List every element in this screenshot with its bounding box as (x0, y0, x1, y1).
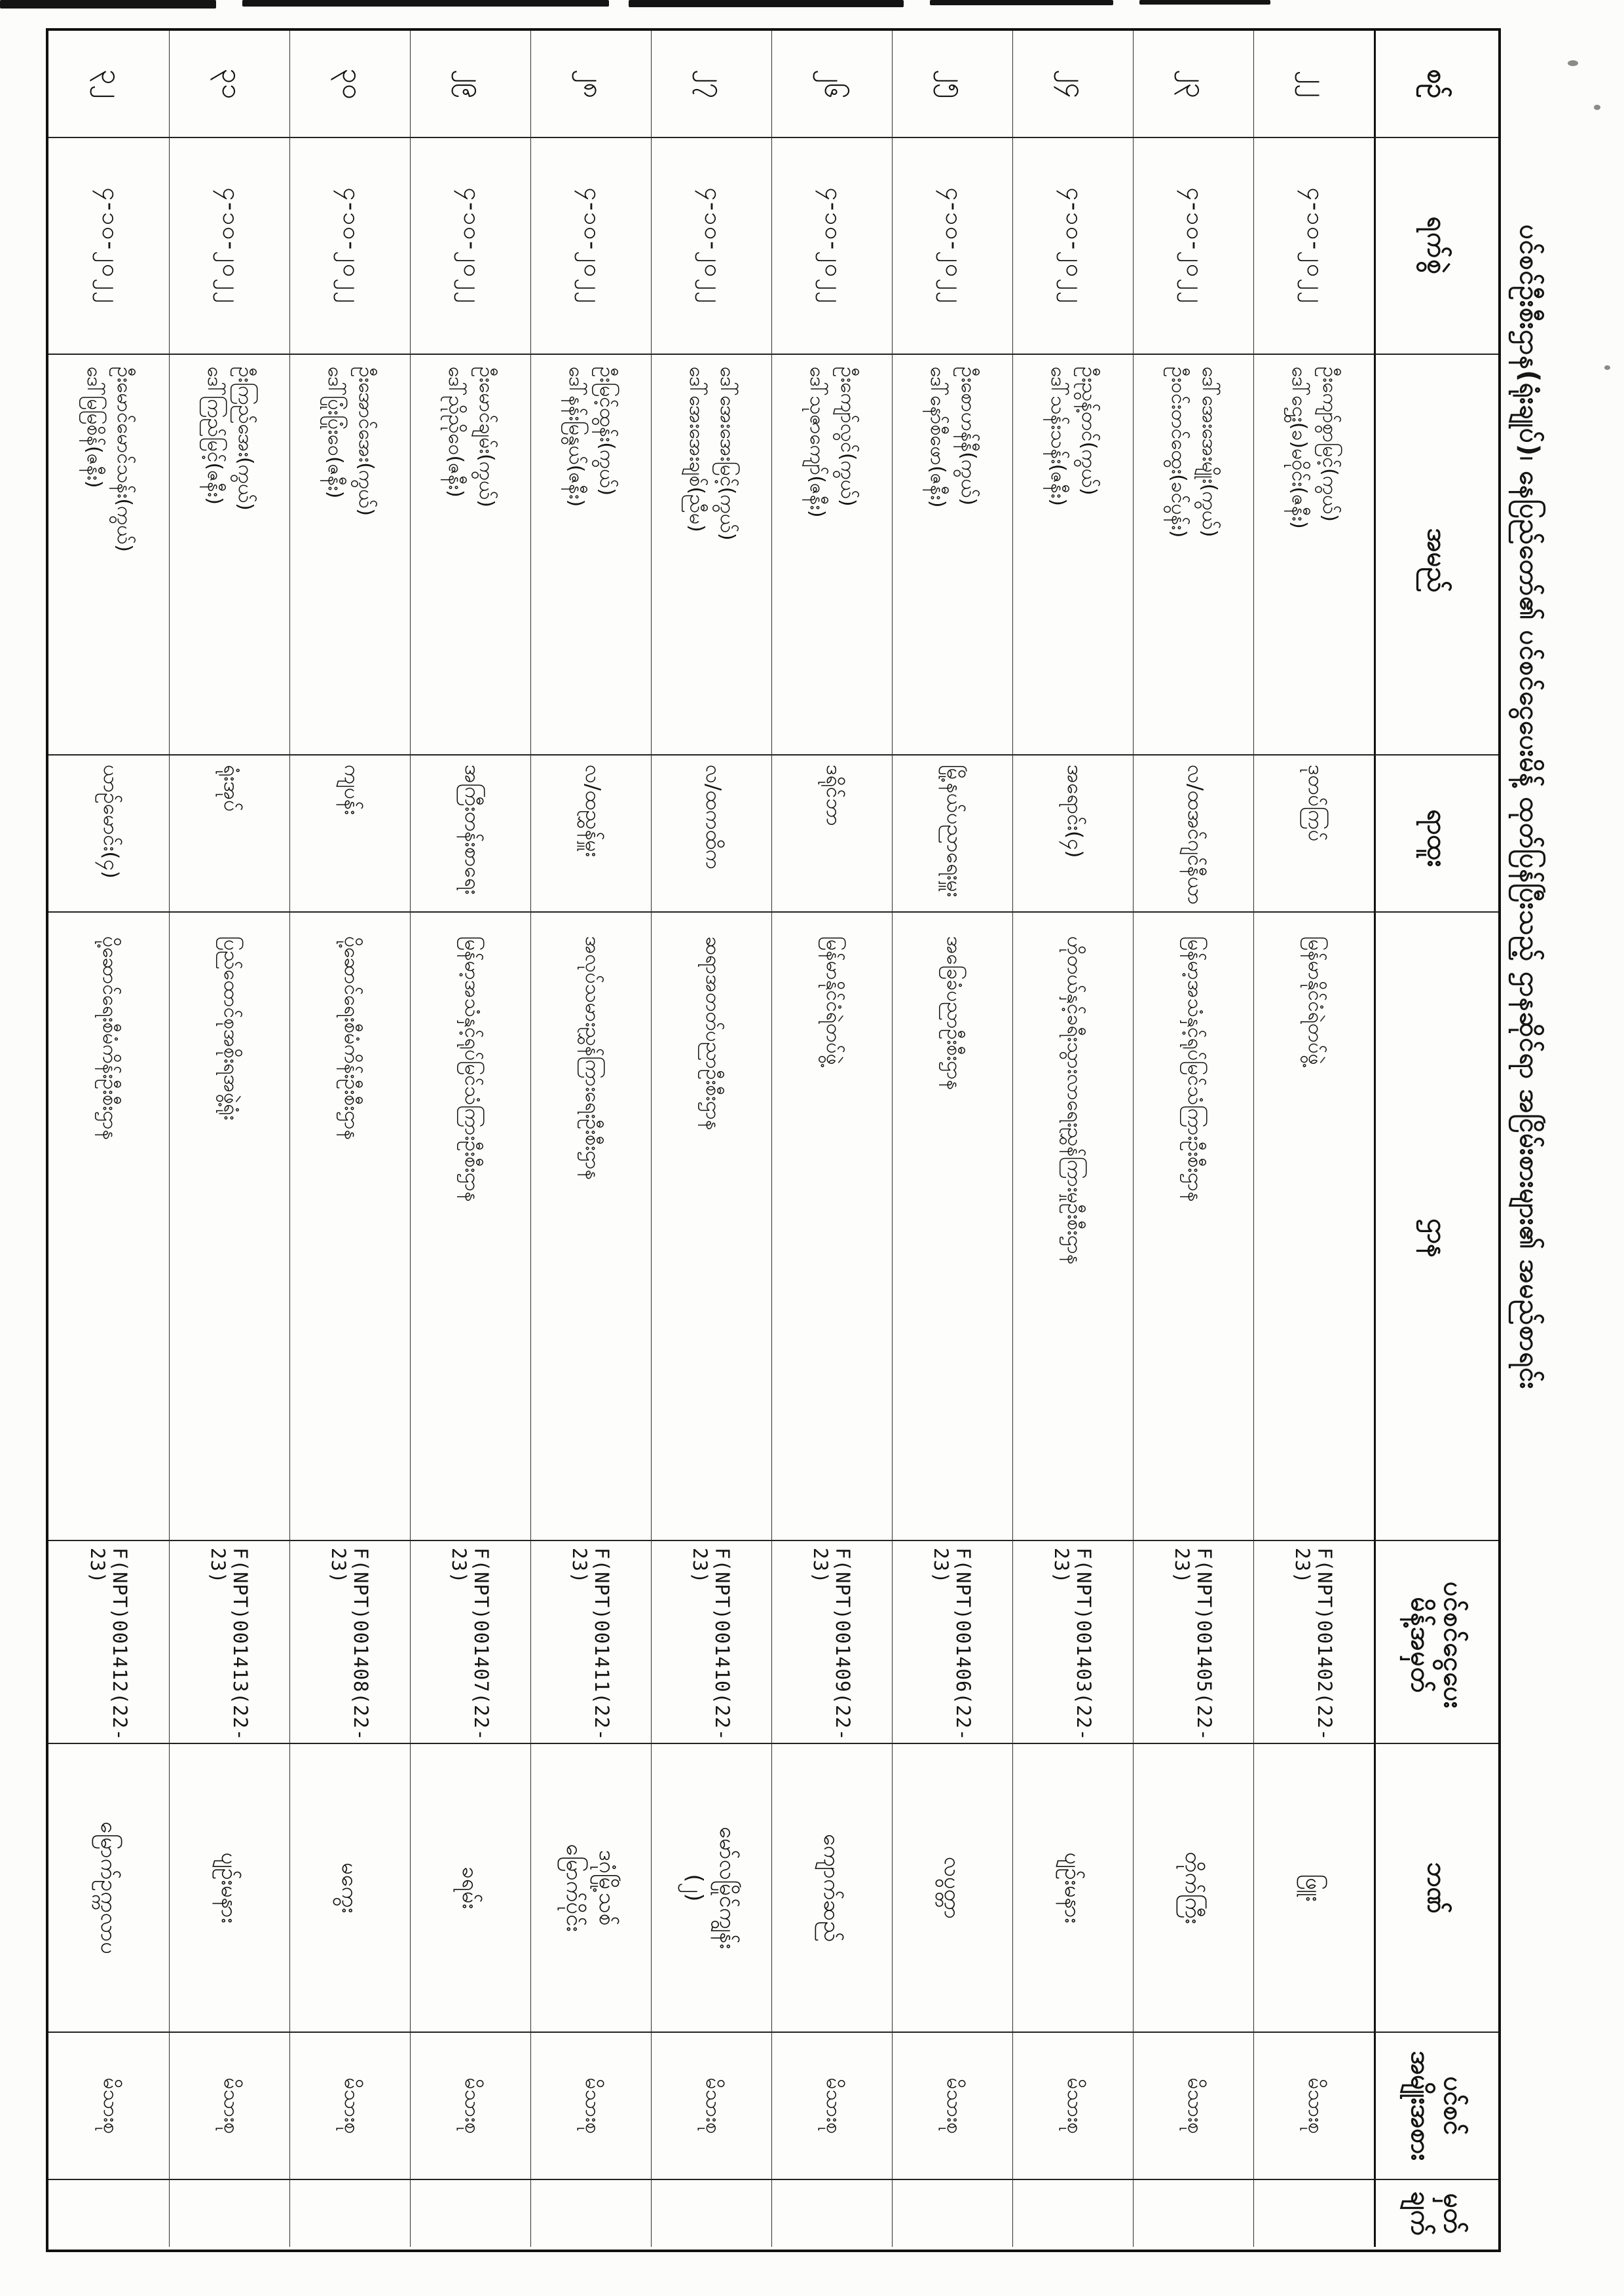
name-cell-text: ဒေါ်ညိုညိုဝေ(ဇနီး) (444, 367, 468, 498)
date-cell (169, 138, 289, 355)
row-number-cell-text: ၂၇ (698, 69, 731, 99)
pension-type-cell-text: မိသားစု (581, 2077, 605, 2134)
name-cell-text: ဦးညွန့်တင်(ကွယ်) (1077, 367, 1100, 496)
pension-type-cell-text: မိသားစု (460, 2077, 485, 2134)
pension-order-no-cell-text: F(NPT)001406(22-23) (930, 1548, 975, 1741)
position-cell (892, 756, 1012, 913)
scan-edge-artifact (0, 0, 216, 9)
pension-type-cell-text: မိသားစု (1304, 2077, 1328, 2134)
name-cell-text: ဒေါ်အေးအေးချစ်(ညီမ) (685, 367, 709, 532)
pension-type-cell (410, 2033, 530, 2180)
rotated-sheet (49, 28, 1585, 2252)
position-cell-text: အကြီးတန်းစာရေး (460, 765, 485, 895)
pension-order-no-cell-text: F(NPT)001412(22-23) (86, 1548, 131, 1741)
department-cell (289, 913, 410, 1541)
pension-type-cell-text: မိသားစု (340, 2077, 364, 2134)
row-number-cell-text: ၂၅ (939, 69, 972, 99)
position-cell (651, 756, 771, 913)
date-cell-text: ၄-၁၀-၂၀၂၂ (940, 187, 968, 304)
position-cell (1253, 756, 1374, 913)
scan-speck (1594, 105, 1600, 110)
date-cell-text: ၄-၁၀-၂၀၂၂ (1181, 187, 1209, 304)
remark-cell (651, 2180, 771, 2247)
bank-cell (1012, 1744, 1133, 2033)
date-cell-text: ၄-၁၀-၂၀၂၂ (458, 187, 486, 304)
date-cell (1012, 138, 1133, 355)
pension-type-cell-text: မိသားစု (701, 2077, 726, 2134)
scan-edge-artifact (930, 0, 1113, 5)
remark-cell (892, 2180, 1012, 2247)
bank-cell (410, 1744, 530, 2033)
date-cell-text: ၄-၁၀-၂၀၂၂ (338, 187, 365, 304)
department-cell (771, 913, 892, 1541)
name-cell-text: ဦးကျော်လွင်(ကွယ်) (836, 367, 859, 507)
bank-cell-text: မော်လမြိုင်ကျွန်း (715, 1827, 741, 1949)
bank-cell-text: ပျဉ်းမနား (1060, 1852, 1086, 1923)
pension-order-no-cell (892, 1541, 1012, 1744)
name-cell-text: ဒေါ်ကြည်မြင့်(ဇနီး) (203, 367, 227, 505)
name-cell-text: ဒေါ်သုဇာကျော်(ဇနီး) (805, 367, 829, 518)
bank-cell (48, 1744, 169, 2033)
header-cell-date-text: ရက်စွဲ (1422, 216, 1452, 276)
row-number-cell-text: ၂၆ (819, 69, 851, 99)
position-cell (169, 756, 289, 913)
date-cell (771, 138, 892, 355)
pension-order-no-cell (1253, 1541, 1374, 1744)
name-cell (530, 355, 651, 756)
row-number-cell-text: ၂၄ (1060, 69, 1092, 99)
bank-cell-text: တိုက်ကြီး (1181, 1851, 1207, 1924)
name-cell-text: ဦးဝင်းတင်ထွေး(ခင်ပွန်း) (1167, 367, 1190, 538)
department-cell (1253, 913, 1374, 1541)
bank-cell-text: ဖြူး (1301, 1874, 1327, 1902)
row-number-cell (289, 31, 410, 138)
scan-edge-artifact (242, 0, 609, 7)
header-cell-remark (1374, 2180, 1498, 2247)
name-cell-text: ဦးကြည်အေး(ကွယ်) (234, 367, 257, 511)
name-cell (1012, 355, 1133, 756)
header-cell-position-text: ရာထူး (1422, 809, 1452, 867)
remark-cell (169, 2180, 289, 2247)
pension-type-cell-text: မိသားစု (99, 2077, 122, 2134)
header-cell-order_no (1374, 1541, 1498, 1744)
date-cell (892, 138, 1012, 355)
pension-type-cell (1133, 2033, 1253, 2180)
name-cell (48, 355, 169, 756)
department-cell-text: မြန်မာနိုင်ငံရဲတပ်ဖွဲ့ (822, 936, 845, 1065)
bank-cell-text: ဒဂုံမြို့သစ် (595, 1850, 620, 1926)
pension-type-cell (651, 2033, 771, 2180)
remark-cell (1133, 2180, 1253, 2247)
row-number-cell (1133, 31, 1253, 138)
position-cell-text: အရောင်း(၄) (1063, 765, 1087, 858)
row-number-cell-text: ၃၁ (216, 68, 249, 100)
pension-type-cell-text: မိသားစု (1183, 2077, 1208, 2134)
header-cell-order_no-text: မိန့်အမှတ် (1405, 1597, 1436, 1694)
row-number-cell (1012, 31, 1133, 138)
department-cell-text: မြန်မာနိုင်ငံရဲတပ်ဖွဲ့ (1304, 936, 1327, 1065)
position-cell-text: ဒရိုင်ဘာ (822, 765, 846, 826)
row-number-cell-text: ၂၉ (457, 69, 490, 99)
name-cell (771, 355, 892, 756)
department-cell-text: ဟိုတယ်နှင့်ခရီးသွားလာရေးညွှန်ကြားမှုဦးစီးဌာန (1063, 936, 1086, 1265)
name-cell (1133, 355, 1253, 756)
position-cell-text: လ/ထညွှန်မှူး (581, 765, 605, 858)
pension-type-cell-text: မိသားစု (1063, 2077, 1087, 2134)
position-cell (289, 756, 410, 913)
remark-cell (771, 2180, 892, 2247)
department-cell (48, 913, 169, 1541)
department-cell-text: ပြည်ထောင်စုအစိုးရအဖွဲ့ရုံး (219, 936, 242, 1121)
position-cell-text: ကျပန်း (340, 765, 364, 815)
name-cell-text: ဦးစောဟန်နီ(ကွယ်) (957, 367, 980, 506)
bank-cell (1253, 1744, 1374, 2033)
row-number-cell-text: ၂၈ (578, 69, 610, 99)
pension-type-cell (289, 2033, 410, 2180)
department-cell-text: ပို့ဆောင်ရေးစီမံကိန်းဦးစီးဌာန (340, 936, 363, 1140)
pension-order-no-cell-text: F(NPT)001410(22-23) (689, 1548, 734, 1741)
row-number-cell (771, 31, 892, 138)
department-cell (892, 913, 1012, 1541)
header-cell-department-text: ဌာန (1422, 1218, 1452, 1258)
pension-order-no-cell (48, 1541, 169, 1744)
name-cell-text: ဦးမောင်မောင်သန်း(ကွယ်) (113, 367, 136, 553)
row-number-cell-text: ၂၂ (1301, 70, 1333, 98)
department-cell (169, 913, 289, 1541)
name-cell (410, 355, 530, 756)
row-number-cell-text: ၂၃ (1180, 69, 1213, 99)
header-cell-order_no-text: ပင်စင်ငွေပေး (1438, 1581, 1469, 1709)
pension-type-cell-text: မိသားစု (822, 2077, 846, 2134)
pension-order-no-cell (289, 1541, 410, 1744)
department-cell (410, 913, 530, 1541)
bank-cell (1133, 1744, 1253, 2033)
position-cell-text: လ/ထကထိက (701, 765, 726, 870)
row-number-cell-text: ၃၂ (96, 69, 128, 99)
name-cell-text: ဒေါ်သန်းသန်း(ဇနီး) (1046, 367, 1070, 506)
name-cell-text: ဒေါ်ပြုံးပြုံးဝေ(ဇနီး) (323, 367, 347, 499)
department-cell-text: မြန်မာ့အသံနှင့်ရုပ်မြင်သံကြားဦးစီးဌာန (1183, 936, 1206, 1202)
pension-type-cell (892, 2033, 1012, 2180)
position-cell-text: လ/ထအင်ဂျင်နီယာ (1183, 765, 1208, 905)
scan-speck (1604, 365, 1610, 370)
bank-cell-text: ပျဉ်းမနား (217, 1852, 243, 1923)
pension-order-no-cell-text: F(NPT)001403(22-23) (1050, 1548, 1096, 1741)
bank-cell-text: မြောက်ပိုင်း (562, 1844, 588, 1932)
pension-type-cell (771, 2033, 892, 2180)
table-row (1253, 31, 1374, 2250)
bank-cell (651, 1744, 771, 2033)
bank-cell-text: ကျောက်ဆည် (819, 1833, 845, 1942)
date-cell-text: ၄-၁၀-၂၀၂၂ (820, 187, 847, 304)
name-cell-text: ဒေါ်ဌွေး(ခ)မဝိုင်း(ဇနီး) (1287, 367, 1311, 529)
pension-order-no-cell (651, 1541, 771, 1744)
position-cell-text: ရုံးအုပ် (219, 765, 244, 812)
position-cell (410, 756, 530, 913)
date-cell-text: ၄-၁၀-၂၀၂၂ (97, 187, 124, 304)
position-cell-text: မြို့နယ်ပညာရေးမှူး (942, 765, 967, 898)
name-cell (1253, 355, 1374, 756)
table-row (48, 31, 169, 2250)
name-cell-text: ဒေါ်နန်းမြနွယ်(ဇနီး) (564, 367, 588, 507)
pension-list-table (46, 28, 1501, 2252)
position-cell (530, 756, 651, 913)
pension-type-cell (1012, 2033, 1133, 2180)
table-row (892, 31, 1012, 2250)
name-cell (289, 355, 410, 756)
table-row (1012, 31, 1133, 2250)
pension-type-cell (169, 2033, 289, 2180)
table-row (651, 31, 771, 2250)
pension-type-cell (1253, 2033, 1374, 2180)
header-cell-position (1374, 756, 1498, 913)
name-cell-text: ဦးမြင့်ထွန်း(ကွယ်) (595, 367, 618, 496)
bank-cell-text: (၂) (682, 1874, 709, 1902)
bank-cell-text: မြောက်ဥက္ကလာပ (96, 1821, 122, 1954)
department-cell (1133, 913, 1253, 1541)
table-row (410, 31, 530, 2250)
row-number-cell (410, 31, 530, 138)
row-number-cell (530, 31, 651, 138)
date-cell (651, 138, 771, 355)
row-number-cell (651, 31, 771, 138)
table-row (169, 31, 289, 2250)
document-title: ပင်စင်ဦးစီးဌာန(ရုံးချုပ်)၊ နေပြည်တော်၏ ပင်စင်ငွေပေးမိန့် ထုတ်ပြန်ပြီးသည့် ဌာနဆိုင်ရာ အငြိမ်းစားများ၏ အမည်စာရင်း (1514, 225, 1544, 1390)
row-number-cell (1253, 31, 1374, 138)
pension-order-no-cell-text: F(NPT)001411(22-23) (568, 1548, 614, 1741)
position-cell (1012, 756, 1133, 913)
date-cell (289, 138, 410, 355)
pension-order-no-cell-text: F(NPT)001402(22-23) (1291, 1548, 1337, 1741)
remark-cell (530, 2180, 651, 2247)
row-number-cell (48, 31, 169, 138)
remark-cell (48, 2180, 169, 2247)
date-cell-text: ၄-၁၀-၂၀၂၂ (217, 187, 245, 304)
date-cell-text: ၄-၁၀-၂၀၂၂ (1061, 187, 1088, 304)
pension-order-no-cell-text: F(NPT)001409(22-23) (809, 1548, 855, 1741)
date-cell-text: ၄-၁၀-၂၀၂၂ (699, 187, 727, 304)
pension-order-no-cell (530, 1541, 651, 1744)
date-cell (48, 138, 169, 355)
date-cell-text: ၄-၁၀-၂၀၂၂ (579, 187, 606, 304)
name-cell-text: ဒေါ်အေးအေးမျိုး(ကွယ်) (1198, 367, 1221, 538)
name-cell (651, 355, 771, 756)
name-cell-text: ဒေါ်အေးအေးမြင့်(ကွယ်) (716, 367, 739, 541)
header-cell-remark-text: ချက် (1405, 2191, 1436, 2236)
name-cell-text: ဦးအောင်အေး(ကွယ်) (354, 367, 377, 517)
department-cell-text: မြန်မာ့အသံနှင့်ရုပ်မြင်သံကြားဦးစီးဌာန (460, 936, 483, 1202)
pension-order-no-cell (771, 1541, 892, 1744)
scan-edge-artifact (1139, 0, 1270, 5)
remark-cell (1253, 2180, 1374, 2247)
remark-cell (410, 2180, 530, 2247)
pension-order-no-cell (1133, 1541, 1253, 1744)
name-cell (892, 355, 1012, 756)
department-cell-text: ဆရာအတတ်ပညာဦးစီးဌာန (701, 936, 724, 1131)
pension-order-no-cell (169, 1541, 289, 1744)
date-cell-text: ၄-၁၀-၂၀၂၂ (1302, 187, 1329, 304)
header-cell-type (1374, 2033, 1498, 2180)
header-cell-no (1374, 31, 1498, 138)
table-row (289, 31, 410, 2250)
name-cell-text: ဦးမောင်ချမ်း(ကွယ်) (475, 367, 498, 507)
bank-cell-text: လပွတ္တာ (940, 1856, 966, 1920)
bank-cell (289, 1744, 410, 2033)
pension-order-no-cell-text: F(NPT)001408(22-23) (327, 1548, 373, 1741)
date-cell (530, 138, 651, 355)
pension-type-cell-text: မိသားစု (219, 2077, 244, 2134)
bank-cell (169, 1744, 289, 2033)
header-cell-department (1374, 913, 1498, 1541)
department-cell (1012, 913, 1133, 1541)
name-cell-text: ဒေါ်နော်စီဖော(ဇနီး) (926, 367, 950, 508)
table-row (530, 31, 651, 2250)
position-cell (48, 756, 169, 913)
bank-cell (771, 1744, 892, 2033)
department-cell-text: ပို့ဆောင်ရေးစီမံကိန်းဦးစီးဌာန (98, 936, 122, 1140)
pension-order-no-cell-text: F(NPT)001405(22-23) (1171, 1548, 1216, 1741)
pension-type-cell-text: မိသားစု (942, 2077, 967, 2134)
row-number-cell (169, 31, 289, 138)
bank-cell-text: ခရမ်း (458, 1867, 484, 1909)
pension-order-no-cell (1012, 1541, 1133, 1744)
remark-cell (289, 2180, 410, 2247)
position-cell-text: ယာဉ်မောင်း(၄) (99, 765, 122, 879)
department-cell-text: အလုပ်သမားညွှန်ကြားရေးဦးစီးဌာန (581, 936, 604, 1180)
name-cell (169, 355, 289, 756)
header-cell-bank-text: ဘဏ် (1422, 1862, 1452, 1914)
pension-order-no-cell-text: F(NPT)001407(22-23) (448, 1548, 493, 1741)
scan-edge-artifact (629, 0, 904, 7)
pension-order-no-cell-text: F(NPT)001413(22-23) (207, 1548, 252, 1741)
department-cell-text: အခြေခံပညာဦးစီးဌာန (942, 936, 965, 1090)
header-cell-type-text: ပင်စင် (1438, 2076, 1469, 2136)
header-cell-type-text: အမျိုးအစား (1405, 2050, 1436, 2161)
name-cell-text: ဒေါ်မြမြစိန်(ဇနီး) (83, 367, 105, 488)
table-row (1133, 31, 1253, 2250)
department-cell (651, 913, 771, 1541)
pension-type-cell (530, 2033, 651, 2180)
date-cell (410, 138, 530, 355)
date-cell (1133, 138, 1253, 355)
header-cell-name-text: အမည် (1422, 528, 1452, 593)
position-cell-text: ဒုတပ်ကြပ် (1304, 765, 1328, 842)
position-cell (1133, 756, 1253, 913)
remark-cell (1012, 2180, 1133, 2247)
header-cell-remark-text: မှတ် (1438, 2193, 1469, 2234)
name-cell-text: ဦးကျော်စွာမြင့်(ကွယ်) (1318, 367, 1341, 522)
header-cell-no-text: စဉ် (1422, 69, 1452, 99)
bank-cell (892, 1744, 1012, 2033)
bank-cell-text: မကွေး (337, 1862, 363, 1914)
pension-type-cell (48, 2033, 169, 2180)
header-cell-bank (1374, 1744, 1498, 2033)
position-cell (771, 756, 892, 913)
row-number-cell-text: ၃၀ (337, 68, 369, 100)
bank-cell (530, 1744, 651, 2033)
header-cell-name (1374, 355, 1498, 756)
row-number-cell (892, 31, 1012, 138)
header-row (1374, 31, 1498, 2250)
date-cell (1253, 138, 1374, 355)
header-cell-date (1374, 138, 1498, 355)
table-row (771, 31, 892, 2250)
pension-order-no-cell (410, 1541, 530, 1744)
department-cell (530, 913, 651, 1541)
